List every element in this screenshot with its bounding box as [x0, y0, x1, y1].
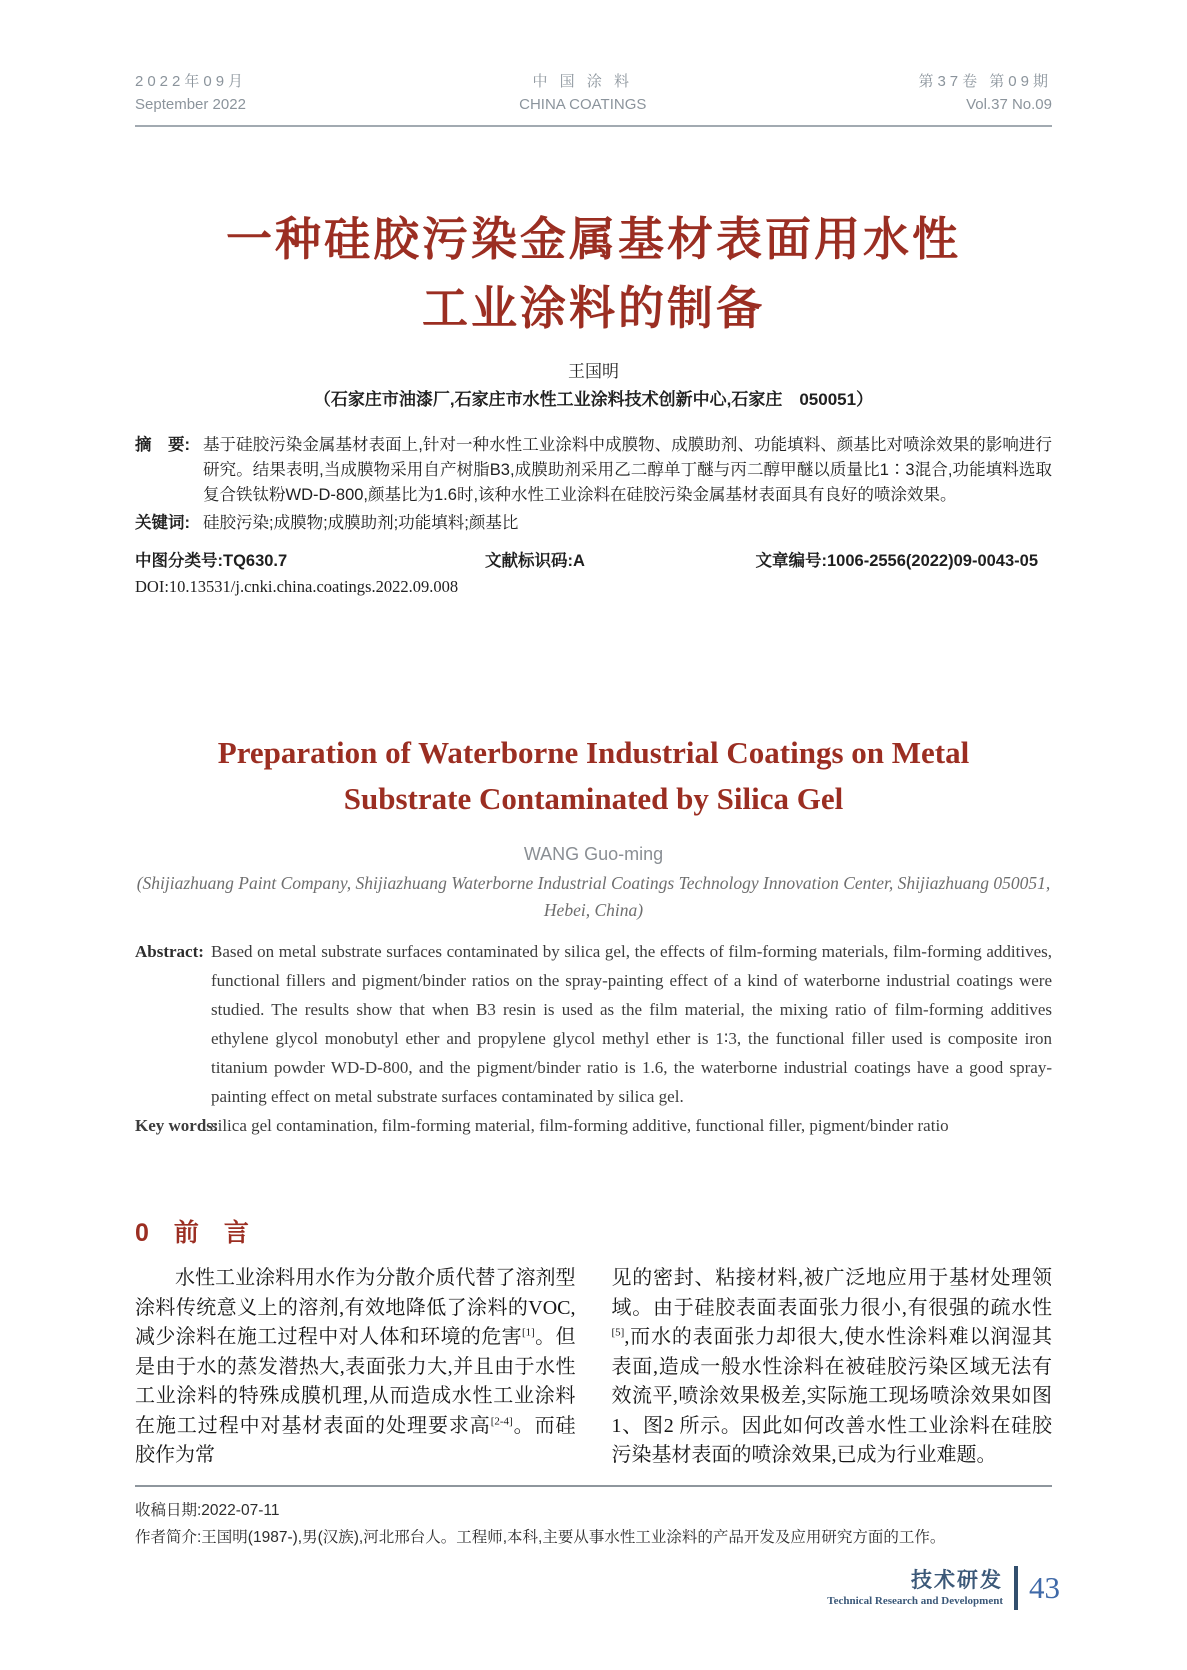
keywords-en: [135, 1111, 1052, 1140]
header-date-en: September 2022: [135, 96, 246, 113]
abstract-en: [135, 937, 1052, 1111]
header-date: [135, 70, 247, 116]
footer-divider-bar: [1014, 1566, 1018, 1610]
keywords-en-label: Key words:: [135, 1116, 219, 1135]
abstract-cn-label: 摘 要:: [135, 436, 190, 454]
author-bio: 作者简介:王国明(1987-),男(汉族),河北邢台人。工程师,本科,主要从事水性工业涂料的产品开发及应用研究方面的工作。: [135, 1529, 946, 1546]
keywords-cn: [135, 511, 1052, 536]
abstract-cn: [135, 433, 1052, 508]
clc-number: 中图分类号:TQ630.7: [135, 552, 288, 570]
abstract-cn-text: 基于硅胶污染金属基材表面上,针对一种水性工业涂料中成膜物、成膜助剂、功能填料、颜基比对喷涂效果的影响进行研究。结果表明,当成膜物采用自产树脂B3,成膜助剂采用乙二醇单丁醚与丙二醇甲醚以质量比1∶3混合,功能填料选取复合铁钛粉WD-D-800,颜基比为1.6时,该种水性工业涂料在硅胶污染金属基材表面具有良好的喷涂效果。: [203, 436, 1052, 504]
page-number: 43: [1029, 1570, 1060, 1605]
affiliation-cn: （石家庄市油漆厂,石家庄市水性工业涂料技术创新中心,石家庄 050051）: [313, 390, 874, 409]
keywords-cn-text: 硅胶污染;成膜物;成膜助剂;功能填料;颜基比: [203, 514, 519, 532]
header-journal-name-cn: 中 国 涂 料: [532, 73, 633, 90]
body-paragraph-left: 水性工业涂料用水作为分散介质代替了溶剂型涂料传统意义上的溶剂,有效地降低了涂料的VOC,减少涂料在施工过程中对人体和环境的危害[1]。但是由于水的蒸发潜热大,表面张力大,并且由于水性工业涂料的特殊成膜机理,从而造成水性工业涂料在施工过程中对基材表面的处理要求高[2-4]。而硅胶作为常: [135, 1267, 576, 1466]
keywords-en-text: silica gel contamination, film-forming material, film-forming additive, functional filler, pigment/binder ratio: [211, 1116, 949, 1135]
header-date-cn: 2022年09月: [135, 73, 248, 90]
footer-column-name-en: Technical Research and Development: [827, 1594, 1003, 1607]
article-title-en-line2: Substrate Contaminated by Silica Gel: [343, 781, 844, 816]
classification-row: [135, 547, 1052, 571]
body-columns: [135, 1264, 1052, 1471]
author-name-cn: 王国明: [568, 362, 619, 381]
keywords-cn-label: 关键词:: [135, 514, 190, 532]
article-title-en-line1: Preparation of Waterborne Industrial Coatings on Metal: [217, 735, 970, 770]
article-title-cn-line2: 工业涂料的制备: [422, 282, 765, 334]
footer-column-name: [827, 1569, 1003, 1608]
doi-line: DOI:10.13531/j.cnki.china.coatings.2022.09.008: [135, 577, 459, 596]
page-content: [135, 70, 1052, 1471]
affiliation-en-line2: Hebei, China): [543, 900, 644, 920]
page-footer: [827, 1566, 1060, 1610]
body-column-left: [135, 1264, 576, 1471]
header-issue: [918, 70, 1052, 116]
abstract-en-text: Based on metal substrate surfaces contaminated by silica gel, the effects of film-forming materials, film-forming additives, functional fillers and pigment/binder ratios on the spray-painting effect of a kind of waterborne industrial coatings were studied. The results show that when B3 resin is used as the film material, the mixing ratio of film-forming additives ethylene glycol monobutyl ether and propylene glycol methyl ether is 1∶3, the functional filler used is composite iron titanium powder WD-D-800, and the pigment/binder ratio is 1.6, the waterborne industrial coatings have a good spray-painting effect on metal substrate surfaces contaminated by silica gel.: [211, 942, 1052, 1106]
header-journal-name: [519, 70, 646, 116]
article-title-cn-line1: 一种硅胶污染金属基材表面用水性: [226, 213, 961, 265]
footnote-block: [135, 1485, 1052, 1551]
footer-column-name-cn: 技术研发: [911, 1568, 1003, 1592]
article-number: 文章编号:1006-2556(2022)09-0043-05: [755, 552, 1038, 570]
body-column-right: [612, 1264, 1053, 1471]
header-issue-en: Vol.37 No.09: [966, 96, 1052, 113]
affiliation-en: [135, 870, 1052, 924]
journal-header: [135, 70, 1052, 127]
author-name-en: WANG Guo-ming: [523, 844, 664, 864]
received-date: 收稿日期:2022-07-11: [135, 1502, 280, 1519]
article-title-en: [135, 730, 1052, 822]
affiliation-en-line1: (Shijiazhuang Paint Company, Shijiazhuang Waterborne Industrial Coatings Technology Innovation Center, Shijiazhuang 050051,: [136, 873, 1051, 893]
document-code: 文献标识码:A: [485, 552, 585, 570]
abstract-en-label: Abstract:: [135, 942, 204, 961]
article-title-cn: [135, 205, 1052, 343]
header-journal-name-en: CHINA COATINGS: [519, 96, 647, 113]
header-issue-cn: 第37卷 第09期: [918, 73, 1052, 90]
article-page: [0, 70, 1187, 1670]
section-heading-intro: 0 前 言: [135, 1219, 249, 1247]
body-paragraph-right: 见的密封、粘接材料,被广泛地应用于基材处理领域。由于硅胶表面表面张力很小,有很强的疏水性[5],而水的表面张力却很大,使水性涂料难以润湿其表面,造成一般水性涂料在被硅胶污染区域无法有效流平,喷涂效果极差,实际施工现场喷涂效果如图1、图2 所示。因此如何改善水性工业涂料在硅胶污染基材表面的喷涂效果,已成为行业难题。: [611, 1267, 1052, 1466]
